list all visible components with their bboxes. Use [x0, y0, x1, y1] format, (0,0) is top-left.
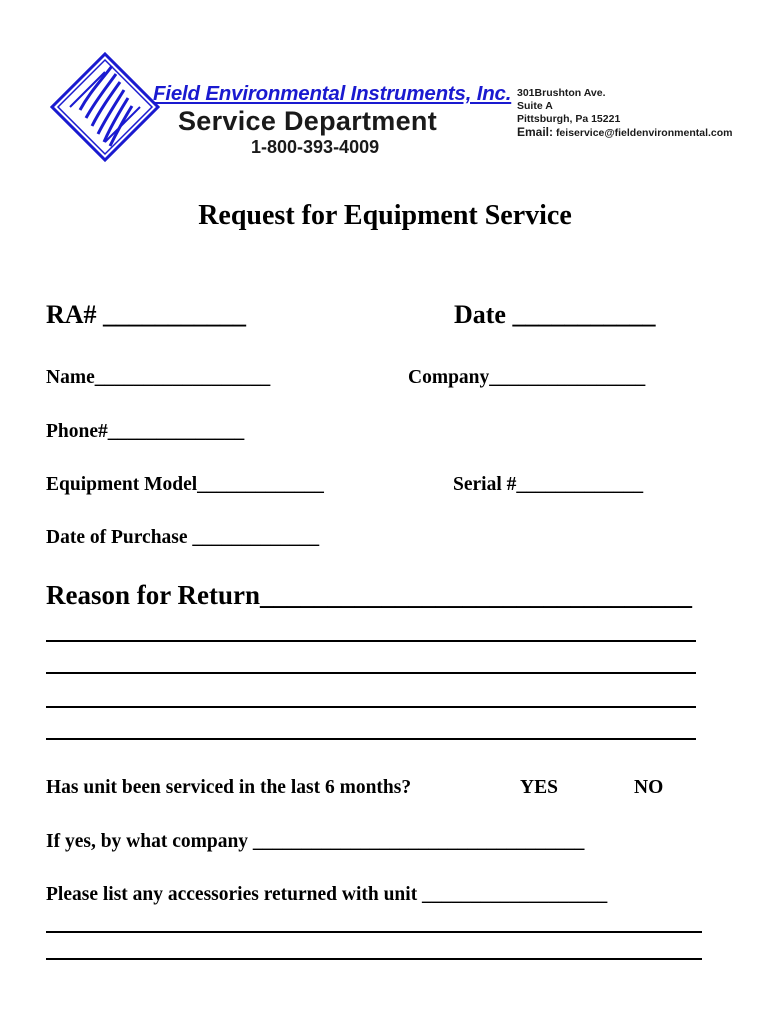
accessories-line-1[interactable] — [46, 931, 702, 933]
equipment-model-field[interactable]: Equipment Model_____________ — [46, 474, 324, 495]
accessories-field[interactable]: Please list any accessories returned with unit ___________________ — [46, 884, 608, 905]
company-field[interactable]: Company________________ — [408, 367, 646, 388]
address-line-3: Pittsburgh, Pa 15221 — [517, 113, 621, 125]
reason-line-4[interactable] — [46, 738, 696, 740]
reason-line-2[interactable] — [46, 672, 696, 674]
page-title: Request for Equipment Service — [198, 200, 572, 231]
service-company-field[interactable]: If yes, by what company __________________________________ — [46, 831, 585, 852]
serviced-question: Has unit been serviced in the last 6 months? — [46, 777, 412, 798]
reason-for-return-field[interactable]: Reason for Return________________________________ — [46, 580, 692, 610]
reason-line-3[interactable] — [46, 706, 696, 708]
email-address[interactable]: feiservice@fieldenvironmental.com — [555, 127, 733, 139]
accessories-line-2[interactable] — [46, 958, 702, 960]
serial-number-field[interactable]: Serial #_____________ — [453, 474, 644, 495]
phone-number: 1-800-393-4009 — [251, 137, 380, 157]
email-label: Email: — [517, 125, 554, 139]
company-name: Field Environmental Instruments, Inc. — [153, 82, 512, 105]
ra-number-field[interactable]: RA# ___________ — [46, 300, 247, 329]
date-of-purchase-field[interactable]: Date of Purchase _____________ — [46, 527, 320, 548]
date-field[interactable]: Date ___________ — [454, 300, 656, 329]
email-line — [517, 125, 733, 139]
reason-line-1[interactable] — [46, 640, 696, 642]
department-title: Service Department — [178, 106, 438, 136]
address-line-1: 301Brushton Ave. — [517, 87, 606, 99]
diamond-logo-icon — [50, 52, 160, 162]
yes-option[interactable]: YES — [520, 777, 558, 798]
name-field[interactable]: Name__________________ — [46, 367, 271, 388]
phone-field[interactable]: Phone#______________ — [46, 421, 245, 442]
address-line-2: Suite A — [517, 100, 553, 112]
no-option[interactable]: NO — [634, 777, 664, 798]
